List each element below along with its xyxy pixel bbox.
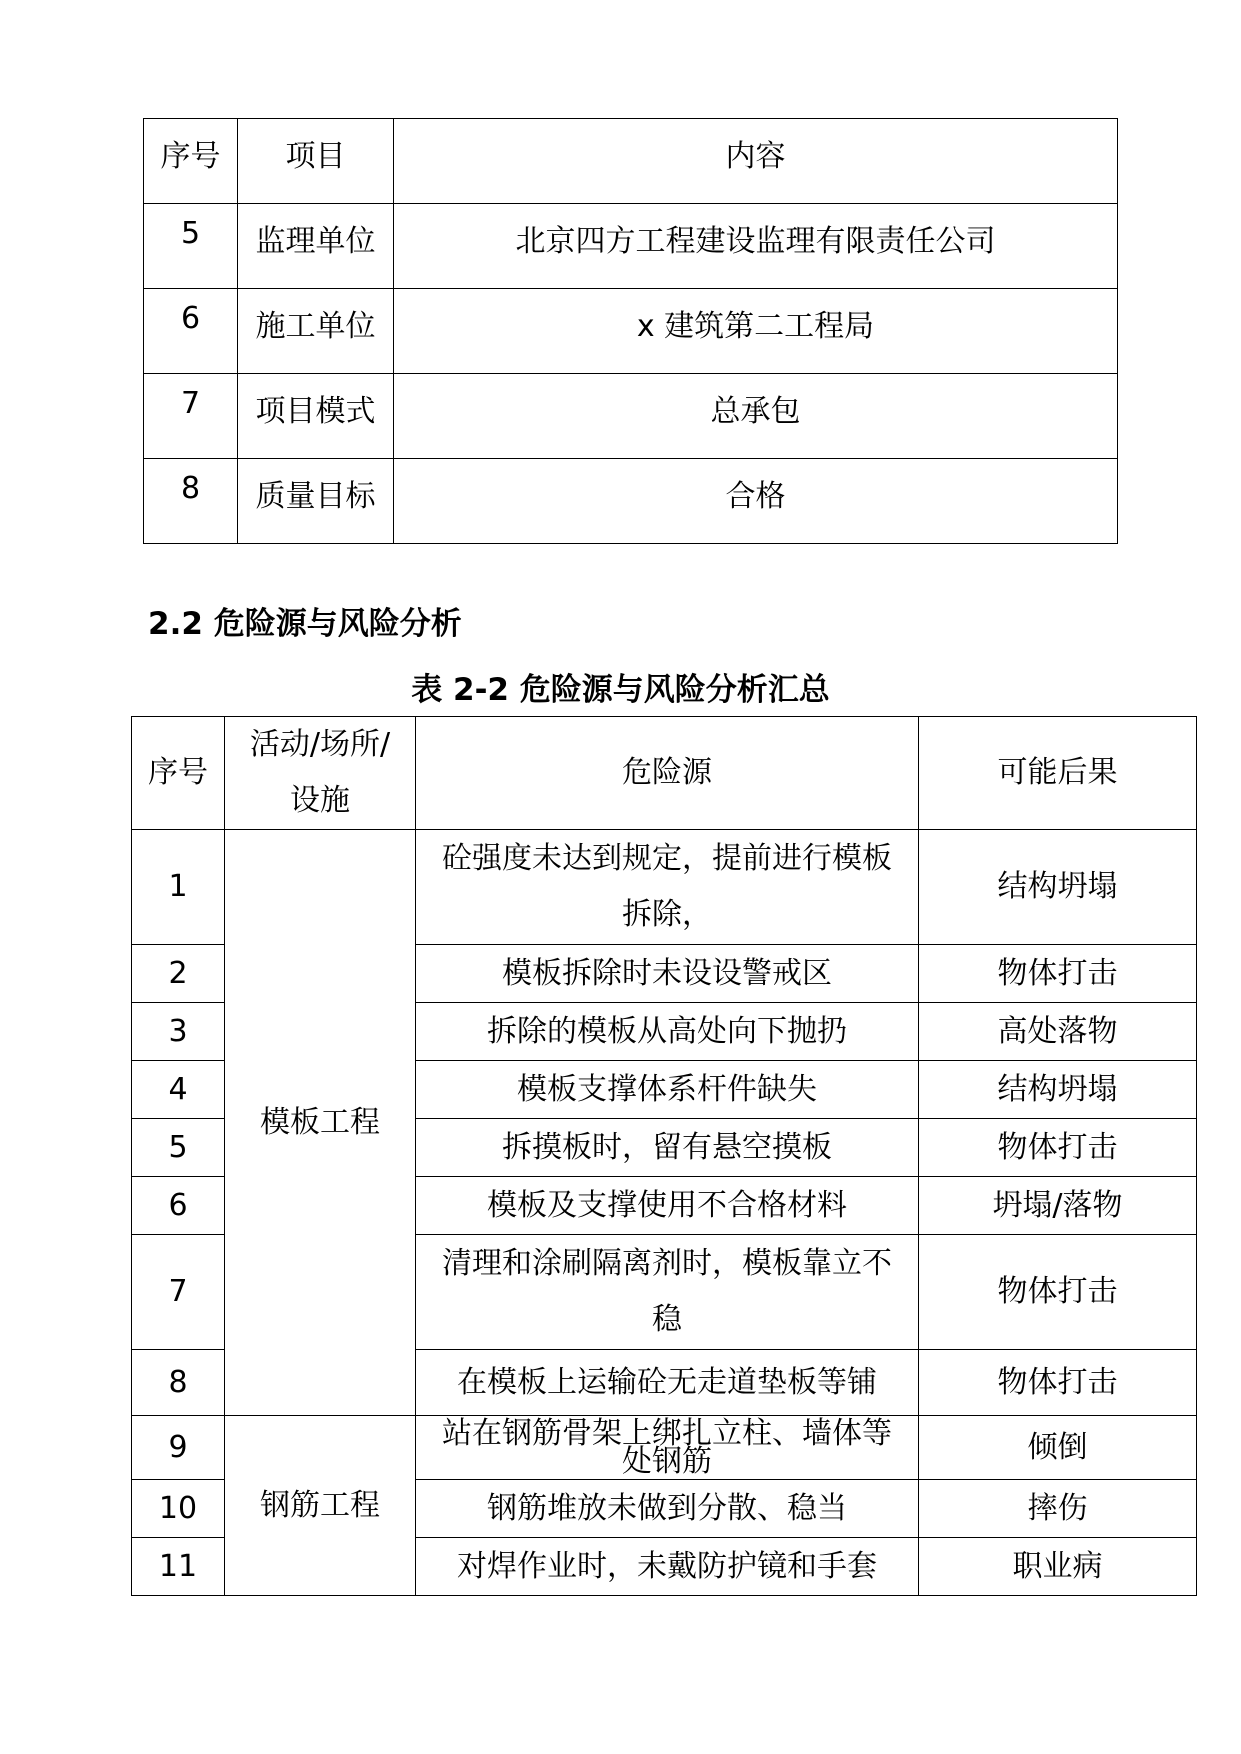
table-cell: 总承包 xyxy=(394,374,1118,459)
table-row xyxy=(132,1416,1197,1480)
section-heading: 2.2 危险源与风险分析 xyxy=(148,606,462,642)
table-cell: 6 xyxy=(132,1177,225,1235)
table-caption: 表 2-2 危险源与风险分析汇总 xyxy=(411,672,830,708)
table-cell: 拆除的模板从高处向下抛扔 xyxy=(416,1003,919,1061)
table-row xyxy=(144,374,1118,459)
table-row xyxy=(132,830,1197,945)
hazard-analysis-table xyxy=(131,716,1197,1596)
table-row xyxy=(144,459,1118,544)
header-cell: 内容 xyxy=(394,119,1118,204)
header-cell: 序号 xyxy=(144,119,238,204)
header-cell: 项目 xyxy=(238,119,394,204)
table-cell: x 建筑第二工程局 xyxy=(394,289,1118,374)
table-cell: 5 xyxy=(132,1119,225,1177)
table-header-row xyxy=(132,717,1197,830)
table-cell: 物体打击 xyxy=(919,1235,1197,1350)
header-cell: 活动/场所/设施 xyxy=(225,717,416,830)
table-cell: 模板及支撑使用不合格材料 xyxy=(416,1177,919,1235)
table-cell: 8 xyxy=(144,459,238,544)
table-cell: 质量目标 xyxy=(238,459,394,544)
table-cell: 合格 xyxy=(394,459,1118,544)
table-row xyxy=(144,289,1118,374)
table-cell: 钢筋堆放未做到分散、稳当 xyxy=(416,1480,919,1538)
table-cell: 11 xyxy=(132,1538,225,1596)
table-cell: 10 xyxy=(132,1480,225,1538)
table-row xyxy=(144,204,1118,289)
table-cell: 监理单位 xyxy=(238,204,394,289)
table-cell: 施工单位 xyxy=(238,289,394,374)
table-cell: 对焊作业时，未戴防护镜和手套 xyxy=(416,1538,919,1596)
table-cell: 7 xyxy=(144,374,238,459)
table-cell: 7 xyxy=(132,1235,225,1350)
table-cell: 高处落物 xyxy=(919,1003,1197,1061)
table-cell: 物体打击 xyxy=(919,945,1197,1003)
table-cell: 摔伤 xyxy=(919,1480,1197,1538)
table-header-row xyxy=(144,119,1118,204)
table-cell: 6 xyxy=(144,289,238,374)
table-cell: 结构坍塌 xyxy=(919,830,1197,945)
table-cell: 清理和涂刷隔离剂时，模板靠立不稳 xyxy=(416,1235,919,1350)
header-cell: 可能后果 xyxy=(919,717,1197,830)
project-info-table xyxy=(143,118,1118,544)
table-cell: 在模板上运输砼无走道垫板等铺 xyxy=(416,1350,919,1416)
table-cell: 3 xyxy=(132,1003,225,1061)
table-cell: 4 xyxy=(132,1061,225,1119)
group-cell: 模板工程 xyxy=(225,830,416,1416)
table-cell: 拆摸板时，留有悬空摸板 xyxy=(416,1119,919,1177)
table-cell: 结构坍塌 xyxy=(919,1061,1197,1119)
table-cell: 模板支撑体系杆件缺失 xyxy=(416,1061,919,1119)
group-cell: 钢筋工程 xyxy=(225,1416,416,1596)
table-cell: 9 xyxy=(132,1416,225,1480)
table-cell: 5 xyxy=(144,204,238,289)
header-cell: 序号 xyxy=(132,717,225,830)
table-cell: 北京四方工程建设监理有限责任公司 xyxy=(394,204,1118,289)
table-cell: 模板拆除时未设设警戒区 xyxy=(416,945,919,1003)
table-cell: 职业病 xyxy=(919,1538,1197,1596)
table-cell: 物体打击 xyxy=(919,1350,1197,1416)
table-cell: 物体打击 xyxy=(919,1119,1197,1177)
table-cell: 倾倒 xyxy=(919,1416,1197,1480)
table-cell: 砼强度未达到规定，提前进行模板拆除， xyxy=(416,830,919,945)
header-cell: 危险源 xyxy=(416,717,919,830)
table-cell: 坍塌/落物 xyxy=(919,1177,1197,1235)
table-cell: 站在钢筋骨架上绑扎立柱、墙体等处钢筋 xyxy=(416,1416,919,1480)
table-cell: 8 xyxy=(132,1350,225,1416)
table-cell: 项目模式 xyxy=(238,374,394,459)
table-cell: 1 xyxy=(132,830,225,945)
table-cell: 2 xyxy=(132,945,225,1003)
